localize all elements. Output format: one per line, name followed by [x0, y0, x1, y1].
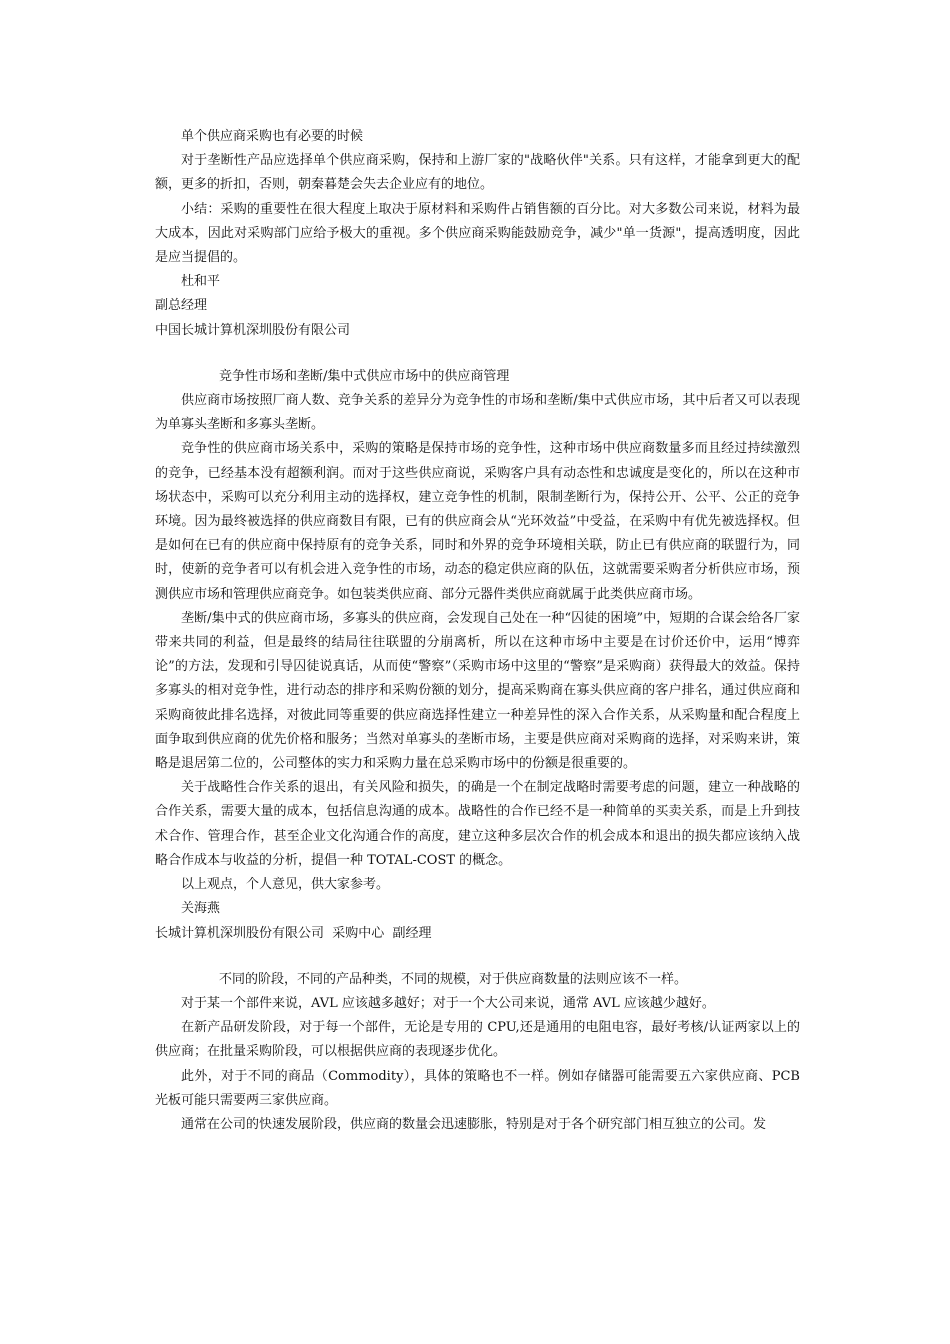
section2-signature: 长城计算机深圳股份有限公司 采购中心 副经理: [155, 925, 432, 941]
section3-paragraph-4: 通常在公司的快速发展阶段，供应商的数量会迅速膨胀，特别是对于各个研究部门相互独立的公司。发: [181, 1116, 767, 1132]
section2-paragraph-4: 关于战略性合作关系的退出，有关风险和损失，的确是一个在制定战略时需要考虑的问题，建立一种战略的合作关系，需要大量的成本，包括信息沟通的成本。战略性的合作已经不是一种简单的买卖关系，而是上升到技术合作、管理合作，甚至企业文化沟通合作的高度，建立这种多层次合作的机会成本和退出的损失都应该纳入战略合作成本与收益的分析，提倡一种 TOTAL-COST 的概念。: [155, 780, 800, 868]
section1-heading: 单个供应商采购也有必要的时候: [181, 129, 364, 144]
section3-paragraph-3: 此外，对于不同的商品（Commodity），具体的策略也不一样。例如存储器可能需要五六家供应商、PCB 光板可能只需要两三家供应商。: [155, 1068, 800, 1108]
section1-author: 杜和平: [181, 274, 221, 290]
section1-position: 副总经理: [155, 298, 208, 314]
section2-paragraph-2: 竞争性的供应商市场关系中，采购的策略是保持市场的竞争性，这种市场中供应商数量多而且经过持续激烈的竞争，已经基本没有超额利润。而对于这些供应商说，采购客户具有动态性和忠诚度是变化的，所以在这种市场状态中，采购可以充分利用主动的选择权，建立竞争性的机制，限制垄断行为，保持公开、公平、公正的竞争环境。因为最终被选择的供应商数目有限，已有的供应商会从“光环效益”中受益，在采购中有优先被选择权。但是如何在已有的供应商中保持原有的竞争关系，同时和外界的竞争环境相关联，防止已有供应商的联盟行为，同时，使新的竞争者可以有机会进入竞争性的市场，动态的稳定供应商的队伍，这就需要采购者分析供应市场，预测供应市场和管理供应商竞争。如包装类供应商、部分元器件类供应商就属于此类供应商市场。: [155, 441, 800, 602]
section2-heading: 竞争性市场和垄断/集中式供应市场中的供应商管理: [219, 368, 510, 384]
section2-paragraph-3: 垄断/集中式的供应商市场，多寡头的供应商，会发现自己处在一种“囚徒的困境”中，短期的合谋会给各厂家带来共同的利益，但是最终的结局往往联盟的分崩离析，所以在这种市场中主要是在讨价还价中，运用“博弈论”的方法，发现和引导囚徒说真话，从而使“警察”（采购市场中这里的“警察”是采购商）获得最大的效益。保持多寡头的相对竞争性，进行动态的排序和采购份额的划分，提高采购商在寡头供应商的客户排名，通过供应商和采购商彼此排名选择，对彼此同等重要的供应商选择性建立一种差异性的深入合作关系，从采购量和配合程度上面争取到供应商的优先价格和服务；当然对单寡头的垄断市场，主要是供应商对采购商的选择，对采购来讲，策略是退居第二位的，公司整体的实力和采购力量在总采购市场中的份额是很重要的。: [155, 610, 800, 772]
section3-heading: 不同的阶段，不同的产品种类，不同的规模，对于供应商数量的法则应该不一样。: [219, 971, 688, 987]
section2-paragraph-1: 供应商市场按照厂商人数、竞争关系的差异分为竞争性的市场和垄断/集中式供应市场，其中后者又可以表现为单寡头垄断和多寡头垄断。: [155, 393, 800, 433]
section3-paragraph-1: 对于某一个部件来说，AVL 应该越多越好；对于一个大公司来说，通常 AVL 应该越少越好。: [181, 995, 715, 1011]
document-body: [155, 125, 800, 1137]
section3-paragraph-2: 在新产品研发阶段，对于每一个部件，无论是专用的 CPU,还是通用的电阻电容，最好考核/认证两家以上的供应商；在批量采购阶段，可以根据供应商的表现逐步优化。: [155, 1020, 800, 1060]
section2-author: 关海燕: [181, 901, 221, 917]
section1-paragraph-2: 小结：采购的重要性在很大程度上取决于原材料和采购件占销售额的百分比。对大多数公司来说，材料为最大成本，因此对采购部门应给予极大的重视。多个供应商采购能鼓励竞争，减少"单一货源"，提高透明度，因此是应当提倡的。: [155, 201, 800, 266]
section-spacer: [155, 946, 800, 968]
section2-paragraph-5: 以上观点，个人意见，供大家参考。: [181, 877, 390, 893]
section1-paragraph-1: 对于垄断性产品应选择单个供应商采购，保持和上游厂家的"战略伙伴"关系。只有这样，才能拿到更大的配额，更多的折扣，否则，朝秦暮楚会失去企业应有的地位。: [155, 153, 800, 193]
section-spacer: [155, 343, 800, 365]
section1-company: 中国长城计算机深圳股份有限公司: [155, 322, 351, 338]
